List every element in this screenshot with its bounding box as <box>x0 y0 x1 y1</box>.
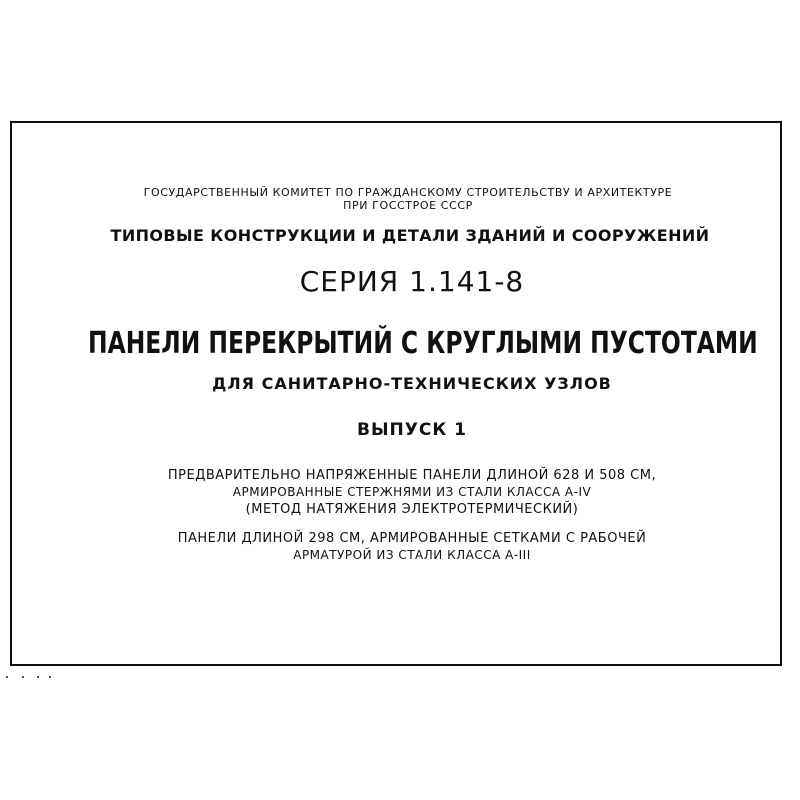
series-number: СЕРИЯ 1.141-8 <box>299 265 525 298</box>
issue-number: ВЫПУСК 1 <box>356 420 468 440</box>
description-line-5: АРМАТУРОЙ ИЗ СТАЛИ КЛАССА А-III <box>293 548 531 562</box>
types-heading: ТИПОВЫЕ КОНСТРУКЦИИ И ДЕТАЛИ ЗДАНИЙ И СООРУЖЕНИЙ <box>110 226 710 245</box>
org-line-2: ПРИ ГОССТРОЕ СССР <box>343 199 473 212</box>
description-line-1: ПРЕДВАРИТЕЛЬНО НАПРЯЖЕННЫЕ ПАНЕЛИ ДЛИНОЙ 628 И 508 СМ, <box>167 468 657 483</box>
org-line-1: ГОСУДАРСТВЕННЫЙ КОМИТЕТ ПО ГРАЖДАНСКОМУ СТРОИТЕЛЬСТВУ И АРХИТЕКТУРЕ <box>143 186 673 199</box>
document-title: ПАНЕЛИ ПЕРЕКРЫТИЙ С КРУГЛЫМИ ПУСТОТАМИ <box>88 326 758 361</box>
document-subtitle: ДЛЯ САНИТАРНО-ТЕХНИЧЕСКИХ УЗЛОВ <box>212 374 612 393</box>
description-line-4: ПАНЕЛИ ДЛИНОЙ 298 СМ, АРМИРОВАННЫЕ СЕТКАМИ С РАБОЧЕЙ <box>177 531 647 546</box>
description-line-3: (МЕТОД НАТЯЖЕНИЯ ЭЛЕКТРОТЕРМИЧЕСКИЙ) <box>245 502 579 517</box>
scan-speckles <box>4 674 54 680</box>
description-line-2: АРМИРОВАННЫЕ СТЕРЖНЯМИ ИЗ СТАЛИ КЛАССА А-IV <box>232 485 592 499</box>
